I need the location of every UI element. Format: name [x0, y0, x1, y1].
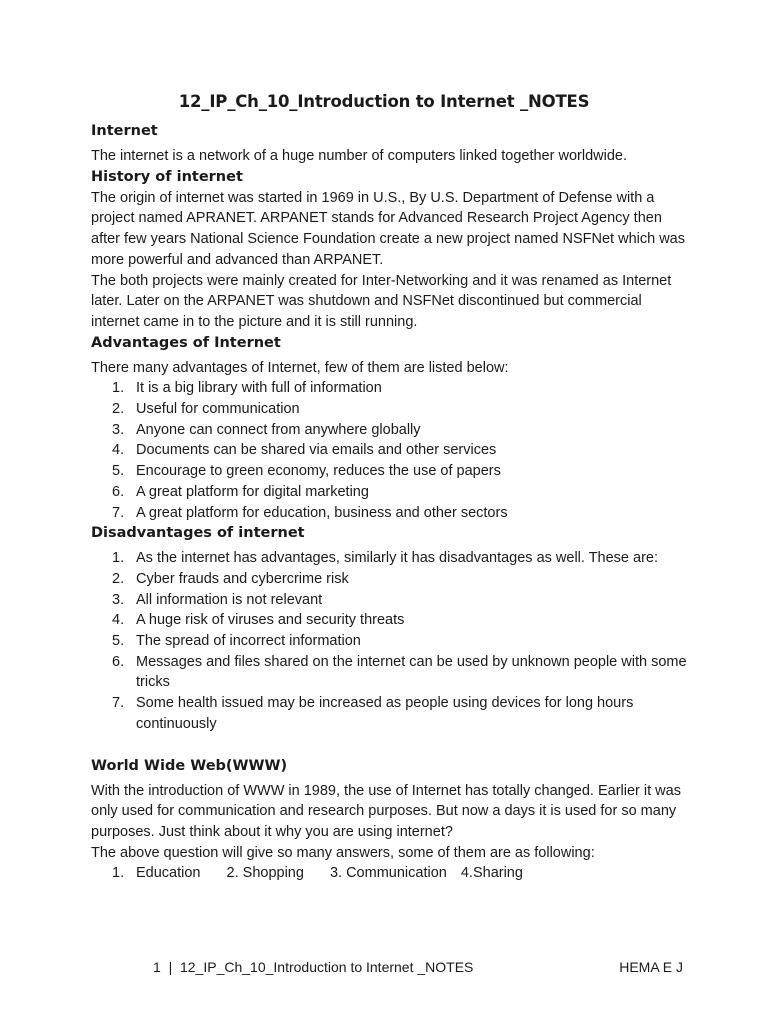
section-heading-internet: Internet — [91, 123, 158, 139]
list-item: 3. All information is not relevant — [112, 591, 323, 608]
footer-author: HEMA E J — [619, 959, 683, 975]
advantages-list — [91, 378, 691, 523]
list-item: 4. A huge risk of viruses and security threats — [112, 612, 405, 629]
list-item: 7. Some health issued may be increased as people using devices for long hours continuously — [112, 695, 634, 732]
advantages-intro: There many advantages of Internet, few of them are listed below: — [91, 359, 509, 376]
disadvantages-list — [91, 548, 691, 734]
section-heading-history: History of internet — [91, 168, 243, 185]
www-uses-number: 1. — [112, 865, 125, 882]
list-item: 7. A great platform for education, business and other sectors — [112, 504, 508, 521]
list-item: 5. Encourage to green economy, reduces the use of papers — [112, 463, 501, 480]
www-use-education: Education — [136, 865, 201, 882]
section-heading-www: World Wide Web(WWW) — [91, 757, 288, 774]
www-use-shopping: 2. Shopping — [226, 865, 304, 882]
section-heading-advantages: Advantages of Internet — [91, 334, 281, 351]
list-item: 4. Documents can be shared via emails and other services — [112, 442, 497, 459]
document-title: 12_IP_Ch_10_Introduction to Internet _NOTES — [178, 92, 590, 111]
www-paragraph-2: The above question will give so many answers, some of them are as following: — [91, 844, 595, 861]
document-body — [91, 121, 691, 884]
list-item: 6. A great platform for digital marketing — [112, 483, 369, 500]
www-uses-list — [91, 863, 691, 884]
www-use-communication: 3. Communication — [329, 865, 447, 882]
list-item: 6. Messages and files shared on the internet can be used by unknown people with some tricks — [112, 653, 687, 691]
internet-paragraph: The internet is a network of a huge number of computers linked together worldwide. — [91, 148, 627, 164]
footer-page-label: 1 | 12_IP_Ch_10_Introduction to Internet _NOTES — [153, 959, 474, 975]
www-paragraph-1: With the introduction of WWW in 1989, the use of Internet has totally changed. Earlier it was only used for communication and research purposes. But now a days it is used for so many purposes. Just think about it why you are using internet? — [91, 782, 681, 840]
www-use-sharing: 4.Sharing — [460, 865, 523, 882]
history-paragraph-2: The both projects were mainly created for Inter-Networking and it was renamed as Internet later. Later on the ARPANET was shutdown and NSFNet discontinued but commercial internet came in to the picture and it is still running. — [91, 272, 672, 330]
section-heading-disadvantages: Disadvantages of internet — [91, 525, 305, 542]
list-item: 2. Useful for communication — [112, 401, 300, 418]
list-item: 5. The spread of incorrect information — [112, 633, 361, 650]
list-item: 1. As the internet has advantages, similarly it has disadvantages as well. These are: — [112, 550, 659, 567]
history-paragraph-1: The origin of internet was started in 1969 in U.S., By U.S. Department of Defense with a project named APRANET. ARPANET stands for Advanced Research Project Agency then after few years National Science Foundation create a new project named NSFNet which was more powerful and advanced than ARPANET. — [91, 189, 685, 268]
list-item: 2. Cyber frauds and cybercrime risk — [112, 570, 349, 587]
list-item: 3. Anyone can connect from anywhere globally — [112, 421, 421, 438]
list-item: 1. It is a big library with full of information — [112, 380, 382, 397]
